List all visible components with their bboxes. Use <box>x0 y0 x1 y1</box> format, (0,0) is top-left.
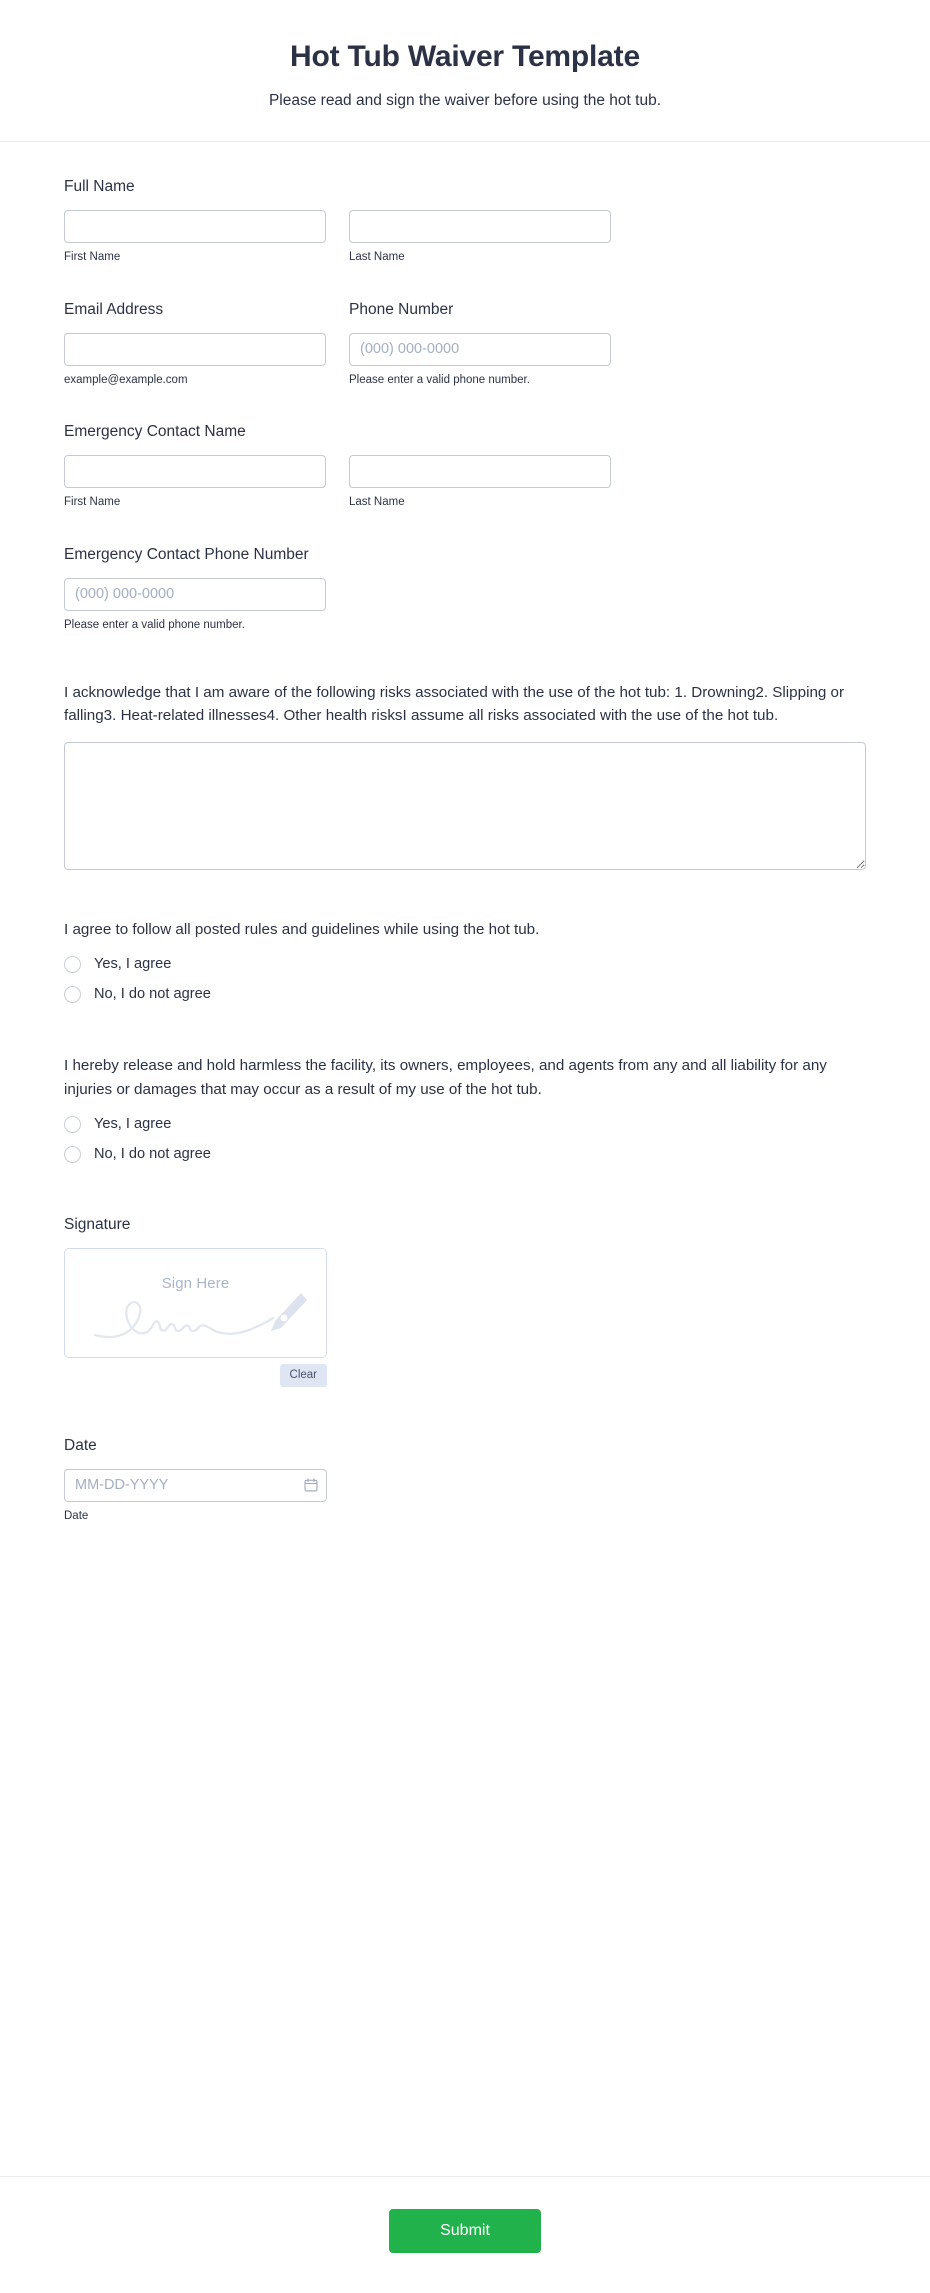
risk-acknowledgement-textarea[interactable] <box>64 742 866 870</box>
radio-circle-icon[interactable] <box>64 956 81 973</box>
date-sublabel: Date <box>64 1509 89 1522</box>
last-name-sublabel: Last Name <box>349 250 405 263</box>
signature-clear-row <box>64 1364 327 1387</box>
field-liability-release <box>64 1054 866 1164</box>
email-col <box>64 333 326 388</box>
radio-circle-icon[interactable] <box>64 1116 81 1133</box>
rules-agreement-option-yes-label: Yes, I agree <box>94 956 172 973</box>
phone-col <box>349 333 611 388</box>
emergency-phone-col <box>64 578 326 633</box>
field-full-name <box>64 176 866 265</box>
rules-agreement-option-no[interactable] <box>64 985 866 1004</box>
email-input[interactable] <box>64 333 326 366</box>
submit-button[interactable]: Submit <box>389 2209 541 2253</box>
emergency-last-col <box>349 455 611 510</box>
liability-release-option-yes[interactable] <box>64 1115 866 1134</box>
emergency-contact-name-label: Emergency Contact Name <box>64 423 246 441</box>
rules-agreement-option-yes[interactable] <box>64 955 866 974</box>
page-title: Hot Tub Waiver Template <box>290 40 640 73</box>
emergency-last-name-sublabel: Last Name <box>349 496 405 509</box>
email-sublabel: example@example.com <box>64 373 188 386</box>
date-input[interactable] <box>64 1469 327 1502</box>
emergency-contact-phone-label: Emergency Contact Phone Number <box>64 546 309 564</box>
full-name-row <box>64 210 866 265</box>
radio-circle-icon[interactable] <box>64 1146 81 1163</box>
phone-input[interactable] <box>349 333 611 366</box>
emergency-first-name-sublabel: First Name <box>64 496 121 509</box>
phone-sublabel: Please enter a valid phone number. <box>349 373 530 386</box>
field-rules-agreement <box>64 918 866 1005</box>
first-name-input[interactable] <box>64 210 326 243</box>
liability-release-option-yes-label: Yes, I agree <box>94 1116 172 1133</box>
signature-wrap <box>64 1248 327 1387</box>
field-email-phone <box>64 299 866 388</box>
phone-label: Phone Number <box>349 300 454 318</box>
emergency-first-col <box>64 455 326 510</box>
rules-agreement-option-no-label: No, I do not agree <box>94 986 211 1003</box>
clear-signature-button[interactable]: Clear <box>280 1364 327 1387</box>
emergency-last-name-input[interactable] <box>349 455 611 488</box>
email-label: Email Address <box>64 300 164 318</box>
signature-pad[interactable] <box>64 1248 327 1358</box>
full-name-label: Full Name <box>64 178 135 196</box>
emergency-contact-name-row <box>64 455 866 510</box>
emergency-phone-sublabel: Please enter a valid phone number. <box>64 618 245 631</box>
rules-agreement-radio-group <box>64 955 866 1004</box>
date-label: Date <box>64 1437 97 1454</box>
form-footer <box>0 2176 930 2293</box>
pen-nib-icon <box>271 1293 307 1331</box>
emergency-phone-input[interactable] <box>64 578 326 611</box>
form-body <box>0 142 930 2176</box>
field-signature <box>64 1214 866 1387</box>
page-subtitle: Please read and sign the waiver before using the hot tub. <box>268 91 662 109</box>
full-name-last-col <box>349 210 611 265</box>
radio-circle-icon[interactable] <box>64 986 81 1003</box>
full-name-first-col <box>64 210 326 265</box>
liability-release-statement: I hereby release and hold harmless the facility, its owners, employees, and agents from any and all liability for any injuries or damages that may occur as a result of my use of the hot tub. <box>64 1057 827 1098</box>
liability-release-radio-group <box>64 1115 866 1164</box>
liability-release-option-no-label: No, I do not agree <box>94 1146 211 1163</box>
signature-hint-text: Sign Here <box>161 1275 230 1293</box>
field-date <box>64 1435 866 1524</box>
date-input-wrap <box>64 1469 327 1502</box>
email-phone-label-row <box>64 299 866 333</box>
field-emergency-contact-name <box>64 421 866 510</box>
rules-agreement-statement: I agree to follow all posted rules and guidelines while using the hot tub. <box>64 920 540 938</box>
liability-release-option-no[interactable] <box>64 1145 866 1164</box>
last-name-input[interactable] <box>349 210 611 243</box>
email-phone-row <box>64 333 866 388</box>
emergency-first-name-input[interactable] <box>64 455 326 488</box>
field-emergency-contact-phone <box>64 544 866 633</box>
signature-scribble-icon <box>89 1287 307 1349</box>
signature-label: Signature <box>64 1216 131 1234</box>
risk-acknowledgement-statement: I acknowledge that I am aware of the following risks associated with the use of the hot tub: 1. Drowning2. Slipping or falling3. Heat-related illnesses4. Other health risksI assume all risks associated with the use of the hot tub. <box>64 683 845 725</box>
field-risk-acknowledgement <box>64 681 866 870</box>
first-name-sublabel: First Name <box>64 250 121 263</box>
form-header <box>0 0 930 142</box>
